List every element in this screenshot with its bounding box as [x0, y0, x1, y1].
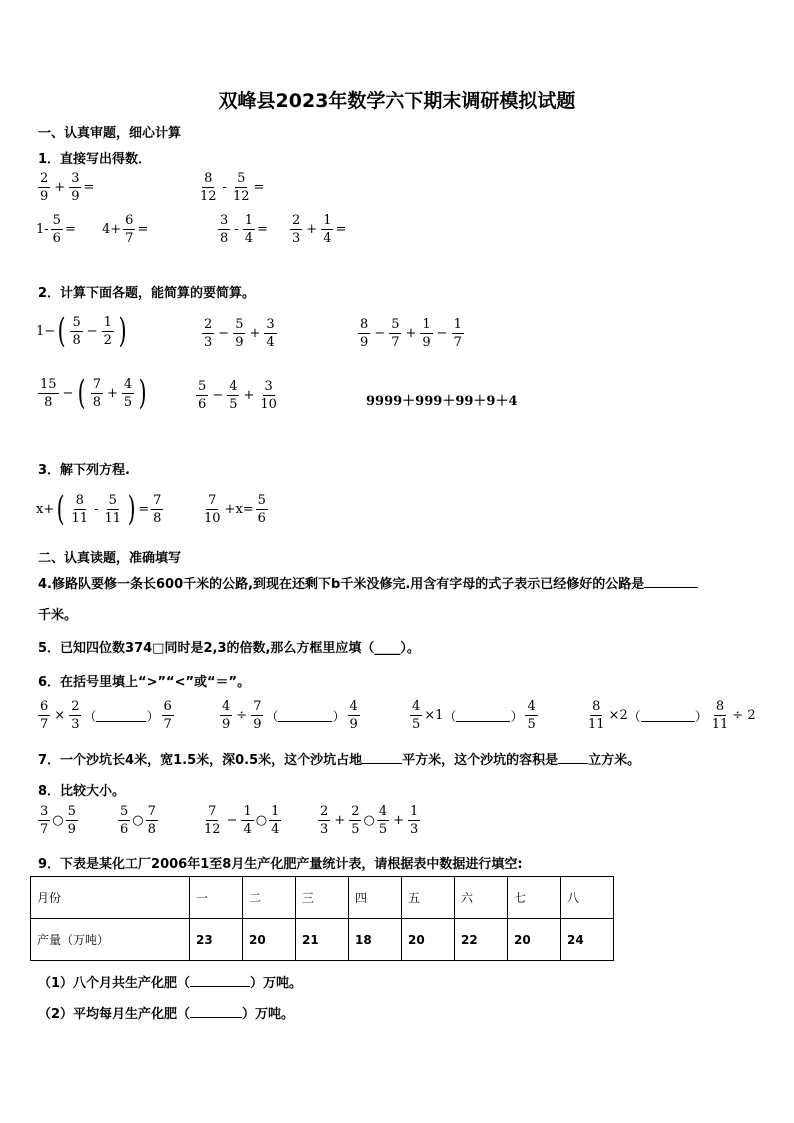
q1-item-1: $\frac{2}{9}$ + $\frac{3}{9}$ = [40, 171, 95, 204]
q3-equation-2: $\frac{7}{10}$ +x= $\frac{5}{6}$ [204, 493, 266, 526]
q4-line-2: 千米。 [38, 608, 78, 623]
table-cell: 20 [508, 919, 561, 961]
q2-expr-5: $\frac{5}{6}$ − $\frac{4}{5}$ + $\frac{3}{10}$ [198, 379, 277, 412]
table-cell: 二 [243, 877, 296, 919]
table-cell: 18 [349, 919, 402, 961]
q2-expr-2: $\frac{2}{3}$ − $\frac{5}{9}$ + $\frac{3}{4}$ [204, 317, 275, 350]
q4-line-1: 4.修路队要修一条长600千米的公路,到现在还剩下b千米没修完.用含有字母的式子表示已经修好的公路是 [38, 573, 698, 592]
table-cell: 五 [402, 877, 455, 919]
production-table [30, 876, 614, 961]
table-row [31, 919, 614, 961]
table-cell: 24 [561, 919, 614, 961]
q1-item-6: $\frac{2}{3}$ + $\frac{1}{4}$ = [292, 213, 347, 246]
q6-item-3: $\frac{4}{5}$ ×1 （ ） $\frac{4}{5}$ [412, 699, 536, 732]
q8-item-3: $\frac{7}{12}$ − $\frac{1}{4}$ ○ $\frac{1}{4}$ [204, 804, 280, 837]
q6-item-2: $\frac{4}{9}$ ÷ $\frac{7}{9}$ （ ） $\frac{4}{9}$ [222, 699, 358, 732]
table-cell: 23 [190, 919, 243, 961]
q9-sub-2: （2）平均每月生产化肥（ ）万吨。 [38, 1007, 295, 1022]
table-cell: 四 [349, 877, 402, 919]
q1-item-5: $\frac{3}{8}$ - $\frac{1}{4}$ = [220, 213, 268, 246]
q2-expr-3: $\frac{8}{9}$ − $\frac{5}{7}$ + $\frac{1}{9}$ − $\frac{1}{7}$ [360, 317, 462, 350]
table-cell: 八 [561, 877, 614, 919]
table-cell: 产量（万吨） [31, 919, 190, 961]
q1-item-2: $\frac{8}{12}$ - $\frac{5}{12}$ = [200, 171, 265, 204]
q3-equation-1: x+ ( $\frac{8}{11}$ - $\frac{5}{11}$ ) = $\frac{7}{8}$ [36, 489, 162, 529]
q2-expr-6: 9999＋999＋99＋9＋4 [366, 394, 518, 409]
q9-heading: 9．下表是某化工厂2006年1至8月生产化肥产量统计表，请根据表中数据进行填空: [38, 857, 523, 872]
q6-heading: 6．在括号里填上“>”“<”或“＝”。 [38, 675, 251, 690]
table-cell: 20 [402, 919, 455, 961]
table-cell: 20 [243, 919, 296, 961]
q1-item-4: 4+ $\frac{6}{7}$ = [102, 213, 149, 246]
table-cell: 月份 [31, 877, 190, 919]
q6-item-4: $\frac{8}{11}$ ×2 （ ） $\frac{8}{11}$ ÷ 2 [588, 699, 756, 732]
table-cell: 22 [455, 919, 508, 961]
q7: 7．一个沙坑长4米，宽1.5米，深0.5米，这个沙坑占地 平方米，这个沙坑的容积是 立方米。 [38, 753, 641, 768]
q1-item-3: 1- $\frac{5}{6}$ = [36, 213, 76, 246]
table-cell: 21 [296, 919, 349, 961]
q1-heading: 1．直接写出得数． [38, 152, 152, 167]
table-cell: 六 [455, 877, 508, 919]
q2-expr-1: 1− ( $\frac{5}{8}$ − $\frac{1}{2}$ ) [36, 311, 127, 351]
q8-item-1: $\frac{3}{7}$ ○ $\frac{5}{9}$ [40, 804, 76, 837]
q3-heading: 3．解下列方程. [38, 463, 130, 478]
q8-heading: 8．比较大小。 [38, 784, 126, 799]
table-cell: 一 [190, 877, 243, 919]
section-2-heading: 二、认真读题，准确填写 [38, 551, 182, 566]
table-cell: 三 [296, 877, 349, 919]
q8-item-2: $\frac{5}{6}$ ○ $\frac{7}{8}$ [120, 804, 156, 837]
page-title: 双峰县2023年数学六下期末调研模拟试题 [218, 90, 576, 112]
q6-item-1: $\frac{6}{7}$ × $\frac{2}{3}$ （ ） $\frac{6}{7}$ [40, 699, 172, 732]
section-1-heading: 一、认真审题，细心计算 [38, 126, 182, 141]
q8-item-4: $\frac{2}{3}$ + $\frac{2}{5}$ ○ $\frac{4}{5}$ + $\frac{1}{3}$ [320, 804, 419, 837]
table-row [31, 877, 614, 919]
q9-sub-1: （1）八个月共生产化肥（ ）万吨。 [38, 976, 303, 991]
table-cell: 七 [508, 877, 561, 919]
q2-heading: 2．计算下面各题，能简算的要简算。 [38, 286, 256, 301]
q5: 5．已知四位数374□同时是2,3的倍数,那么方框里应填（____）。 [38, 641, 420, 656]
q2-expr-4: $\frac{15}{8}$ − ( $\frac{7}{8}$ + $\frac{4}{5}$ ) [40, 373, 147, 413]
